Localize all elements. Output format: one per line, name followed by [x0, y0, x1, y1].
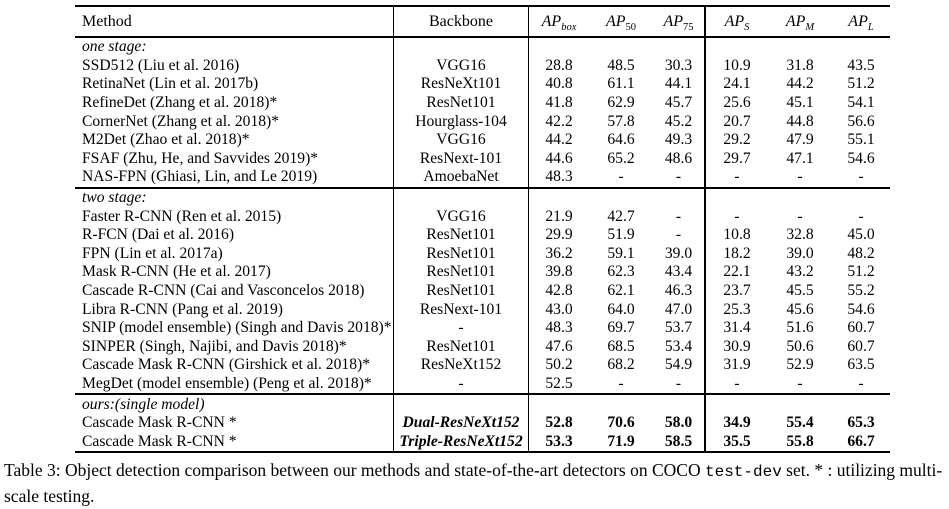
metric-cell: 48.3: [545, 319, 573, 337]
metric-cell: -: [858, 168, 864, 186]
metric-cell: 44.2: [545, 131, 573, 149]
metric-cell: 65.3: [847, 414, 875, 432]
metric-cell: -: [653, 226, 706, 245]
metric-cell: 32.8: [786, 226, 814, 244]
metric-cell: 42.8: [545, 282, 573, 300]
metric-cell: [529, 189, 589, 208]
metric-cell: 45.5: [786, 282, 814, 300]
backbone-cell: Dual-ResNeXt152: [393, 414, 529, 433]
metric-cell: 30.9: [723, 337, 751, 355]
metric-cell: 45.1: [786, 94, 814, 112]
backbone-cell: ResNet101: [393, 282, 529, 301]
metric-cell: 59.1: [607, 244, 635, 262]
metric-cell: 31.4: [723, 319, 751, 337]
metric-cell: 60.7: [847, 337, 875, 355]
method-cell: Libra R-CNN (Pang et al. 2019): [82, 300, 283, 318]
metric-cell: [589, 395, 653, 414]
table-section: [75, 187, 890, 394]
backbone-cell: Hourglass-104: [393, 112, 529, 131]
metric-cell: 30.3: [653, 57, 706, 76]
metric-cell: 55.4: [786, 414, 814, 432]
metric-cell: [529, 38, 589, 57]
metric-cell: 25.3: [723, 300, 751, 318]
metric-label: $AP_{50}$: [605, 12, 637, 33]
metric-cell: 39.0: [786, 244, 814, 262]
method-cell: Cascade Mask R-CNN *: [82, 414, 237, 432]
metric-cell: 21.9: [545, 207, 573, 225]
table-row: [75, 112, 890, 131]
metric-label: $AP_L$: [848, 12, 874, 33]
method-cell: FSAF (Zhu, He, and Savvides 2019)*: [82, 149, 319, 167]
metric-cell: 49.3: [653, 131, 706, 150]
table-row: [75, 263, 890, 282]
metric-cell: 35.5: [723, 432, 751, 450]
metric-cell: 31.9: [723, 356, 751, 374]
metric-cell: 50.2: [545, 356, 573, 374]
metric-cell: 51.9: [607, 226, 635, 244]
backbone-cell: VGG16: [393, 57, 529, 76]
backbone-cell: ResNet101: [393, 94, 529, 113]
metric-cell: [768, 189, 832, 208]
metric-cell: 10.9: [723, 56, 751, 74]
metric-cell: [589, 38, 653, 57]
metric-cell: 31.8: [786, 56, 814, 74]
metric-cell: 51.6: [786, 319, 814, 337]
metric-cell: 43.4: [653, 263, 706, 282]
table-row: [75, 245, 890, 264]
metric-cell: -: [618, 374, 624, 392]
header-metric: [653, 7, 706, 36]
metric-cell: -: [734, 168, 740, 186]
table-row: [75, 150, 890, 169]
metric-cell: 29.7: [723, 149, 751, 167]
table-row: [75, 338, 890, 357]
method-cell: RefineDet (Zhang et al. 2018)*: [82, 94, 278, 112]
metric-cell: 47.6: [545, 337, 573, 355]
metric-cell: 44.8: [786, 112, 814, 130]
backbone-cell: VGG16: [393, 131, 529, 150]
method-cell: Cascade Mask R-CNN *: [82, 432, 237, 450]
metric-cell: 63.5: [847, 356, 875, 374]
backbone-cell: -: [393, 375, 529, 394]
caption-text-suffix: set. * : utilizing multi-scale testing.: [4, 460, 943, 506]
table-body: [75, 38, 890, 451]
metric-label: $AP_S$: [724, 12, 750, 33]
metric-cell: 48.6: [653, 150, 706, 169]
metric-cell: 43.2: [786, 263, 814, 281]
section-label: ours:(single model): [82, 395, 205, 413]
caption-code-token: test-dev: [704, 463, 782, 481]
metric-cell: 52.9: [786, 356, 814, 374]
metric-cell: 64.0: [607, 300, 635, 318]
metric-cell: 10.8: [723, 226, 751, 244]
metric-cell: [706, 395, 768, 414]
metric-cell: 65.2: [607, 149, 635, 167]
metric-cell: -: [618, 168, 624, 186]
metric-cell: 51.2: [847, 75, 875, 93]
metric-cell: -: [858, 207, 864, 225]
method-cell: RetinaNet (Lin et al. 2017b): [82, 75, 259, 93]
metric-cell: 45.2: [653, 112, 706, 131]
header-metric: [706, 7, 768, 36]
metric-cell: 40.8: [545, 75, 573, 93]
metric-cell: 68.2: [607, 356, 635, 374]
metric-cell: 48.2: [847, 244, 875, 262]
metric-cell: 36.2: [545, 244, 573, 262]
table-row: [75, 94, 890, 113]
metric-cell: 62.3: [607, 263, 635, 281]
metric-cell: 24.1: [723, 75, 751, 93]
metric-cell: 29.9: [545, 226, 573, 244]
metric-cell: [832, 395, 890, 414]
table-row: [75, 300, 890, 319]
metric-cell: 53.4: [653, 338, 706, 357]
metric-cell: 39.8: [545, 263, 573, 281]
method-cell: FPN (Lin et al. 2017a): [82, 244, 223, 262]
metric-cell: 51.2: [847, 263, 875, 281]
metric-cell: 48.5: [607, 56, 635, 74]
backbone-cell: [393, 38, 529, 57]
backbone-cell: AmoebaNet: [393, 168, 529, 187]
method-cell: Mask R-CNN (He et al. 2017): [82, 263, 271, 281]
metric-cell: 45.7: [653, 94, 706, 113]
metric-cell: [832, 38, 890, 57]
metric-cell: 44.2: [786, 75, 814, 93]
section-header-row: [75, 38, 890, 57]
table-row: [75, 168, 890, 187]
metric-cell: [653, 38, 706, 57]
metric-cell: 47.9: [786, 131, 814, 149]
metric-cell: [768, 38, 832, 57]
metric-cell: 45.0: [847, 226, 875, 244]
metric-cell: 43.0: [545, 300, 573, 318]
metric-cell: [706, 189, 768, 208]
metric-cell: -: [734, 374, 740, 392]
metric-cell: 61.1: [607, 75, 635, 93]
header-metric: [768, 7, 832, 36]
metric-cell: 56.6: [847, 112, 875, 130]
table-row: [75, 131, 890, 150]
section-header-row: [75, 189, 890, 208]
table-row: [75, 414, 890, 433]
caption-text-prefix: Table 3: Object detection comparison between our methods and state-of-the-art detectors on COCO: [4, 460, 705, 480]
metric-cell: -: [653, 207, 706, 226]
backbone-cell: VGG16: [393, 207, 529, 226]
table-row: [75, 226, 890, 245]
metric-cell: 70.6: [607, 414, 635, 432]
table-section: [75, 393, 890, 451]
backbone-cell: Triple-ResNeXt152: [393, 432, 529, 451]
method-cell: R-FCN (Dai et al. 2016): [82, 226, 235, 244]
backbone-cell: ResNext-101: [393, 300, 529, 319]
table-row: [75, 375, 890, 394]
metric-cell: 60.7: [847, 319, 875, 337]
backbone-cell: [393, 189, 529, 208]
metric-cell: 45.6: [786, 300, 814, 318]
metric-cell: [529, 395, 589, 414]
metric-cell: 47.0: [653, 300, 706, 319]
metric-label: $AP_{box}$: [541, 12, 577, 33]
section-label: two stage:: [82, 189, 147, 207]
metric-cell: [768, 395, 832, 414]
section-header-row: [75, 395, 890, 414]
metric-cell: 55.2: [847, 282, 875, 300]
metric-cell: 62.1: [607, 282, 635, 300]
metric-cell: 53.7: [653, 319, 706, 338]
metric-cell: 52.8: [545, 414, 573, 432]
method-cell: Cascade R-CNN (Cai and Vasconcelos 2018): [82, 282, 365, 300]
metric-cell: 68.5: [607, 337, 635, 355]
metric-cell: 48.3: [545, 168, 573, 186]
metric-cell: 23.7: [723, 282, 751, 300]
section-label: one stage:: [82, 38, 147, 56]
metric-cell: 54.1: [847, 94, 875, 112]
metric-cell: -: [653, 168, 706, 187]
table-row: [75, 75, 890, 94]
metric-cell: 52.5: [545, 374, 573, 392]
table-row: [75, 57, 890, 76]
metric-cell: [653, 395, 706, 414]
backbone-cell: -: [393, 319, 529, 338]
metric-cell: 57.8: [607, 112, 635, 130]
metric-cell: 42.7: [607, 207, 635, 225]
metric-cell: 34.9: [723, 414, 751, 432]
metric-cell: 47.1: [786, 149, 814, 167]
metric-cell: 55.1: [847, 131, 875, 149]
metric-cell: -: [734, 207, 740, 225]
header-metric: [832, 7, 890, 36]
backbone-cell: ResNext-101: [393, 150, 529, 169]
metric-cell: 58.0: [653, 414, 706, 433]
metric-cell: 54.9: [653, 356, 706, 375]
metric-cell: 58.5: [653, 432, 706, 451]
metric-cell: 69.7: [607, 319, 635, 337]
backbone-cell: ResNet101: [393, 226, 529, 245]
metric-cell: 44.1: [653, 75, 706, 94]
metric-cell: -: [858, 374, 864, 392]
metric-label: $AP_{75}$: [663, 12, 694, 33]
method-cell: M2Det (Zhao et al. 2018)*: [82, 131, 250, 149]
header-method: Method: [82, 12, 132, 30]
backbone-cell: ResNet101: [393, 263, 529, 282]
table-header-row: [75, 7, 890, 38]
metric-cell: 29.2: [723, 131, 751, 149]
metric-cell: 54.6: [847, 300, 875, 318]
metric-cell: 18.2: [723, 244, 751, 262]
table-section: [75, 38, 890, 187]
backbone-cell: ResNet101: [393, 338, 529, 357]
metric-cell: 44.6: [545, 149, 573, 167]
metric-cell: 28.8: [545, 56, 573, 74]
metric-cell: [589, 189, 653, 208]
table-caption: [4, 458, 947, 509]
backbone-cell: ResNeXt152: [393, 356, 529, 375]
metric-cell: [832, 189, 890, 208]
table-row: [75, 207, 890, 226]
method-cell: Cascade Mask R-CNN (Girshick et al. 2018)*: [82, 356, 370, 374]
method-cell: MegDet (model ensemble) (Peng et al. 2018)*: [82, 374, 372, 392]
metric-cell: 64.6: [607, 131, 635, 149]
method-cell: SNIP (model ensemble) (Singh and Davis 2018)*: [82, 319, 392, 337]
metric-cell: 22.1: [723, 263, 751, 281]
method-cell: NAS-FPN (Ghiasi, Lin, and Le 2019): [82, 168, 318, 186]
metric-cell: [706, 38, 768, 57]
metric-cell: 41.8: [545, 94, 573, 112]
metric-cell: -: [797, 168, 803, 186]
metric-cell: 46.3: [653, 282, 706, 301]
header-backbone: Backbone: [393, 7, 529, 36]
metric-cell: 71.9: [607, 432, 635, 450]
metric-cell: 53.3: [545, 432, 573, 450]
backbone-cell: ResNeXt101: [393, 75, 529, 94]
metric-cell: 54.6: [847, 149, 875, 167]
metric-cell: 50.6: [786, 337, 814, 355]
method-cell: SSD512 (Liu et al. 2016): [82, 56, 240, 74]
header-metric: [589, 7, 653, 36]
metric-cell: 25.6: [723, 94, 751, 112]
metric-cell: 20.7: [723, 112, 751, 130]
metric-cell: 62.9: [607, 94, 635, 112]
metric-cell: -: [653, 375, 706, 394]
metric-cell: -: [797, 207, 803, 225]
backbone-cell: [393, 395, 529, 414]
backbone-cell: ResNet101: [393, 245, 529, 264]
table-row: [75, 282, 890, 301]
table-row: [75, 356, 890, 375]
metric-cell: [653, 189, 706, 208]
metric-cell: 42.2: [545, 112, 573, 130]
metric-cell: 39.0: [653, 245, 706, 264]
metric-cell: 55.8: [786, 432, 814, 450]
metric-label: $AP_M$: [785, 12, 815, 33]
metric-cell: 66.7: [847, 432, 875, 450]
metric-cell: 43.5: [847, 56, 875, 74]
method-cell: SINPER (Singh, Najibi, and Davis 2018)*: [82, 337, 347, 355]
metric-cell: -: [797, 374, 803, 392]
table-row: [75, 432, 890, 451]
results-table: [75, 5, 890, 453]
table-row: [75, 319, 890, 338]
method-cell: CornerNet (Zhang et al. 2018)*: [82, 112, 280, 130]
header-metric: [529, 7, 589, 36]
method-cell: Faster R-CNN (Ren et al. 2015): [82, 207, 282, 225]
